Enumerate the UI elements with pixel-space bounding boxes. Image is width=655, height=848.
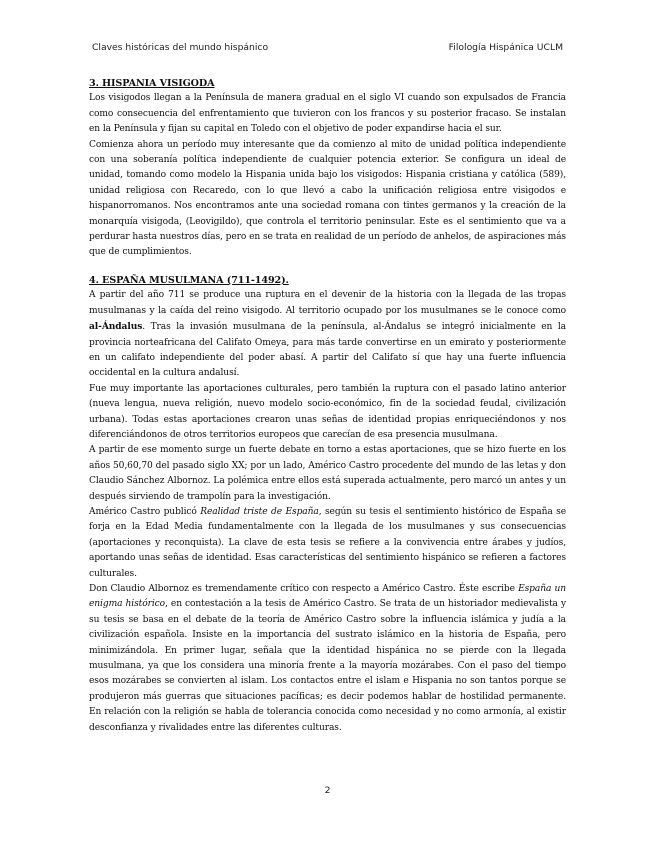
section-3-paragraph-1: Los visigodos llegan a la Península de manera gradual en el siglo VI cuando son expulsados de Francia como consecuencia del enfrentamiento que tuvieron con los francos y su posterior fracaso. Se instalan en la Península y fijan su capital en Toledo con el objetivo de poder expandirse hacia el sur.	[89, 93, 566, 135]
page-header	[92, 42, 563, 56]
header-course-title: Claves históricas del mundo hispánico	[92, 42, 269, 53]
paragraph-text: . Tras la invasión musulmana de la península, al-Ándalus se integró inicialmente en la provincia norteafricana del Califato Omeya, para más tarde convertirse en un emirato y posteriormente en un califato independiente del poder abasí. A partir del Califato sí que hay una fuerte influencia occidental en la cultura andalusí.	[89, 322, 566, 379]
paragraph-text: Don Claudio Albornoz es tremendamente crítico con respecto a Américo Castro. Éste escribe	[89, 584, 519, 594]
section-4-paragraph-5	[89, 582, 566, 736]
book-title-realidad: Realidad triste de España	[200, 506, 319, 517]
paragraph-text: A partir del año 711 se produce una ruptura en el devenir de la historia con la llegada de las tropas musulmanas y la caída del reino visigodo. Al territorio ocupado por los musulmanes se le conoce como	[89, 290, 566, 316]
section-4-paragraph-1	[89, 288, 566, 381]
section-4-paragraph-4	[89, 505, 566, 582]
paragraph-text: , según su tesis el sentimiento histórico de España se forja en la Edad Media fundamentalmente con la llegada de los musulmanes y sus consecuencias (aportaciones y reconquista). La clave de esta tesis se refiere a la convivencia entre árabes y judíos, aportando unas señas de identidad. Esas características del sentimiento hispánico se refieren a factores culturales.	[89, 506, 566, 579]
section-3-paragraph-2: Comienza ahora un período muy interesante que da comienzo al mito de unidad política independiente con una soberanía política independiente de cualquier potencia exterior. Se configura un ideal de unidad, tomando como modelo la Hispania unida bajo los visigodos: Hispania cristiana y católica (589), unidad religiosa con Recaredo, con lo que llevó a cabo la unificación religiosa entre visigodos e hispanorromanos. Nos encontramos ante una sociedad romana con tintes germanos y la creación de la monarquía visigoda, (Leovigildo), que controla el territorio peninsular. Este es el sentimiento que va a perdurar hasta nuestros días, pero en se trata en realidad de un período de anhelos, de aspiraciones más que de cumplimientos.	[89, 139, 566, 258]
section-4-heading: 4. ESPAÑA MUSULMANA (711-1492).	[89, 274, 289, 286]
section-3-heading: 3. HISPANIA VISIGODA	[89, 78, 215, 89]
section-4-paragraph-3: A partir de ese momento surge un fuerte debate en torno a estas aportaciones, que se hizo fuerte en los años 50,60,70 del pasado siglo XX; por un lado, Américo Castro procedente del mundo de las letas y don Claudio Sánchez Albornoz. La polémica entre ellos está superada actualmente, pero marcó un antes y un después sirviendo de trampolín para la investigación.	[89, 445, 566, 502]
paragraph-text: Américo Castro publicó	[89, 506, 201, 517]
document-body	[89, 76, 566, 736]
header-department: Filología Hispánica UCLM	[448, 42, 563, 53]
section-spacer	[89, 261, 566, 273]
paragraph-text: , en contestación a la tesis de Américo Castro. Se trata de un historiador medievalista y su tesis se basa en el debate de la teoría de Américo Castro sobre la influencia islámica y judía a la civilización española. Insiste en la importancia del sustrato islámico en la historia de España, pero minimizándola. En primer lugar, señala que la identidad hispánica no se pierde con la llegada musulmana, ya que los considera una minoría frente a la mayoría mozárabes. Con el paso del tiempo esos mozárabes se convierten al islam. Los contactos entre el islam e Hispania no son tantos porque se produjeron más guerras que situaciones pacíficas; es decir podemos hablar de hostilidad permanente. En relación con la religión se habla de tolerancia conocida como necesidad y no como armonía, al existir desconfianza y rivalidades entre las diferentes culturas.	[89, 599, 566, 733]
page-number: 2	[324, 785, 331, 796]
book-title-enigma: España un enigma histórico	[89, 584, 567, 610]
term-al-andalus: al-Ándalus	[89, 321, 143, 333]
section-4-paragraph-2: Fue muy importante las aportaciones culturales, pero también la ruptura con el pasado latino anterior (nueva lengua, nueva religión, nuevo modelo socio-económico, fin de la sociedad feudal, civilización urbana). Todas estas aportaciones crearon unas señas de identidad propias enriqueciéndonos y nos diferenciándonos de otros territorios europeos que carecían de esa presencia musulmana.	[89, 383, 566, 440]
